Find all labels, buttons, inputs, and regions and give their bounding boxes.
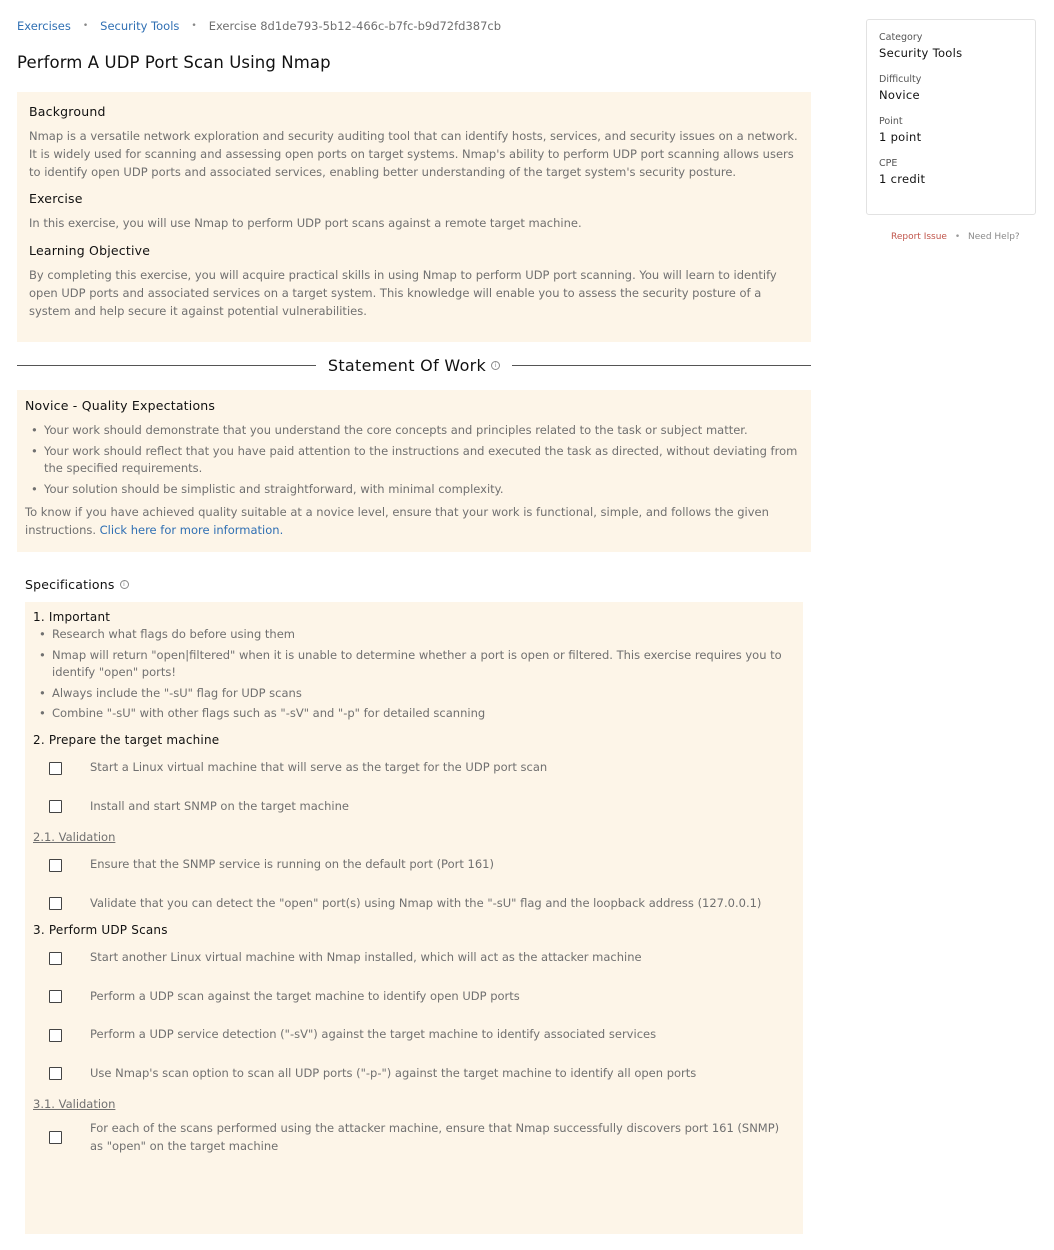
statement-of-work-label: Statement Of Work (327, 355, 487, 375)
sidebar-links (891, 232, 1020, 242)
task-text: Start a Linux virtual machine that will serve as the target for the UDP port scan (90, 760, 548, 775)
exercise-info-card (866, 19, 1036, 215)
list-item: • Nmap will return "open|filtered" when it is unable to determine whether a port is open or filtered. This exercise requires you to identify "open" ports! (33, 647, 795, 682)
important-list (33, 626, 795, 723)
task-text: Install and start SNMP on the target machine (90, 798, 349, 813)
task-text: Use Nmap's scan option to scan all UDP ports ("-p-") against the target machine to identify all open ports (90, 1065, 697, 1080)
link-separator: • (954, 232, 961, 242)
divider-line (512, 365, 811, 366)
novice-expectations-panel (17, 390, 811, 552)
task-checkbox[interactable] (49, 800, 62, 813)
category-value: Security Tools (879, 46, 963, 60)
task-text: For each of the scans performed using the attacker machine, ensure that Nmap successfully discovers port 161 (SNMP) as "open" on the target machine (90, 1121, 780, 1153)
specifications-panel (25, 602, 803, 1234)
exercise-text: In this exercise, you will use Nmap to perform UDP port scans against a remote target machine. (29, 216, 582, 231)
exercise-heading: Exercise (29, 191, 83, 207)
task-text: Validate that you can detect the "open" port(s) using Nmap with the "-sU" flag and the loopback address (127.0.0.1) (90, 895, 762, 910)
perform-heading: 3. Perform UDP Scans (33, 922, 168, 937)
list-item: • Your work should demonstrate that you understand the core concepts and principles related to the task or subject matter. (25, 422, 803, 440)
task-checkbox[interactable] (49, 859, 62, 872)
task-row (33, 787, 795, 826)
background-panel (17, 92, 811, 342)
task-checkbox[interactable] (49, 897, 62, 910)
novice-summary (25, 504, 803, 540)
list-item: • Your solution should be simplistic and straightforward, with minimal complexity. (25, 481, 803, 499)
task-checkbox[interactable] (49, 1067, 62, 1080)
task-text: Perform a UDP service detection ("-sV") against the target machine to identify associated services (90, 1027, 657, 1042)
validation-heading: 2.1. Validation (33, 829, 116, 844)
category-label: Category (879, 32, 923, 43)
list-item: • Always include the "-sU" flag for UDP scans (33, 685, 795, 703)
task-row (33, 1054, 795, 1093)
point-value: 1 point (879, 130, 922, 144)
task-text: Start another Linux virtual machine with Nmap installed, which will act as the attacker machine (90, 950, 642, 965)
task-row (33, 846, 795, 885)
novice-summary-text: To know if you have achieved quality suitable at a novice level, ensure that your work is functional, simple, and follows the given instructions. (25, 505, 769, 538)
list-item: • Your work should reflect that you have paid attention to the instructions and executed the task as directed, without deviating from the specified requirements. (25, 443, 803, 478)
prepare-heading: 2. Prepare the target machine (33, 732, 220, 747)
task-checkbox[interactable] (49, 1131, 62, 1144)
task-checkbox[interactable] (49, 952, 62, 965)
breadcrumb-separator: • (82, 21, 89, 31)
task-row (33, 939, 795, 978)
task-text: Perform a UDP scan against the target machine to identify open UDP ports (90, 988, 520, 1003)
list-item: • Research what flags do before using them (33, 626, 795, 644)
cpe-label: CPE (879, 158, 898, 169)
divider-line (17, 365, 316, 366)
task-checkbox[interactable] (49, 762, 62, 775)
need-help-link[interactable]: Need Help? (968, 232, 1020, 242)
novice-list (25, 422, 803, 498)
background-heading: Background (29, 104, 106, 119)
info-icon[interactable]: i (120, 580, 129, 589)
task-row (33, 884, 795, 923)
breadcrumb (17, 19, 501, 33)
task-row (33, 977, 795, 1016)
task-row (33, 749, 795, 788)
task-row (33, 1113, 795, 1163)
breadcrumb-separator: • (191, 21, 197, 31)
task-checkbox[interactable] (49, 990, 62, 1003)
page-title: Perform A UDP Port Scan Using Nmap (17, 53, 331, 72)
more-information-link[interactable]: Click here for more information. (99, 523, 284, 538)
breadcrumb-security-tools-link[interactable]: Security Tools (100, 19, 180, 33)
learning-objective-text: By completing this exercise, you will acquire practical skills in using Nmap to perform UDP port scanning. You will learn to identify open UDP ports and associated services on a target system. This knowledge will enable you to assess the security posture of a system and help secure it against potential vulnerabilities. (29, 268, 777, 318)
breadcrumb-exercises-link[interactable]: Exercises (17, 19, 71, 33)
breadcrumb-current: Exercise 8d1de793-5b12-466c-b7fc-b9d72fd387cb (208, 19, 502, 33)
statement-of-work-title (316, 356, 512, 375)
specifications-title (25, 577, 129, 592)
difficulty-value: Novice (879, 88, 920, 102)
point-label: Point (879, 116, 903, 127)
report-issue-link[interactable]: Report Issue (891, 232, 947, 242)
important-heading: 1. Important (33, 610, 111, 624)
task-checkbox[interactable] (49, 1029, 62, 1042)
task-row (33, 1016, 795, 1055)
validation-heading: 3.1. Validation (33, 1096, 116, 1111)
task-text: Ensure that the SNMP service is running on the default port (Port 161) (90, 857, 494, 872)
novice-heading: Novice - Quality Expectations (25, 398, 216, 413)
statement-of-work-divider (17, 355, 811, 375)
specifications-label: Specifications (25, 577, 115, 592)
learning-objective-heading: Learning Objective (29, 243, 151, 259)
difficulty-label: Difficulty (879, 74, 922, 85)
info-icon[interactable]: i (491, 361, 500, 370)
cpe-value: 1 credit (879, 172, 926, 186)
list-item: • Combine "-sU" with other flags such as "-sV" and "-p" for detailed scanning (33, 705, 795, 723)
background-text: Nmap is a versatile network exploration and security auditing tool that can identify hosts, services, and security issues on a network. It is widely used for scanning and assessing open ports on target systems. Nmap's ability to perform UDP port scanning allows users to identify open UDP ports and associated services, enabling better understanding of the target system's security posture. (29, 129, 798, 179)
